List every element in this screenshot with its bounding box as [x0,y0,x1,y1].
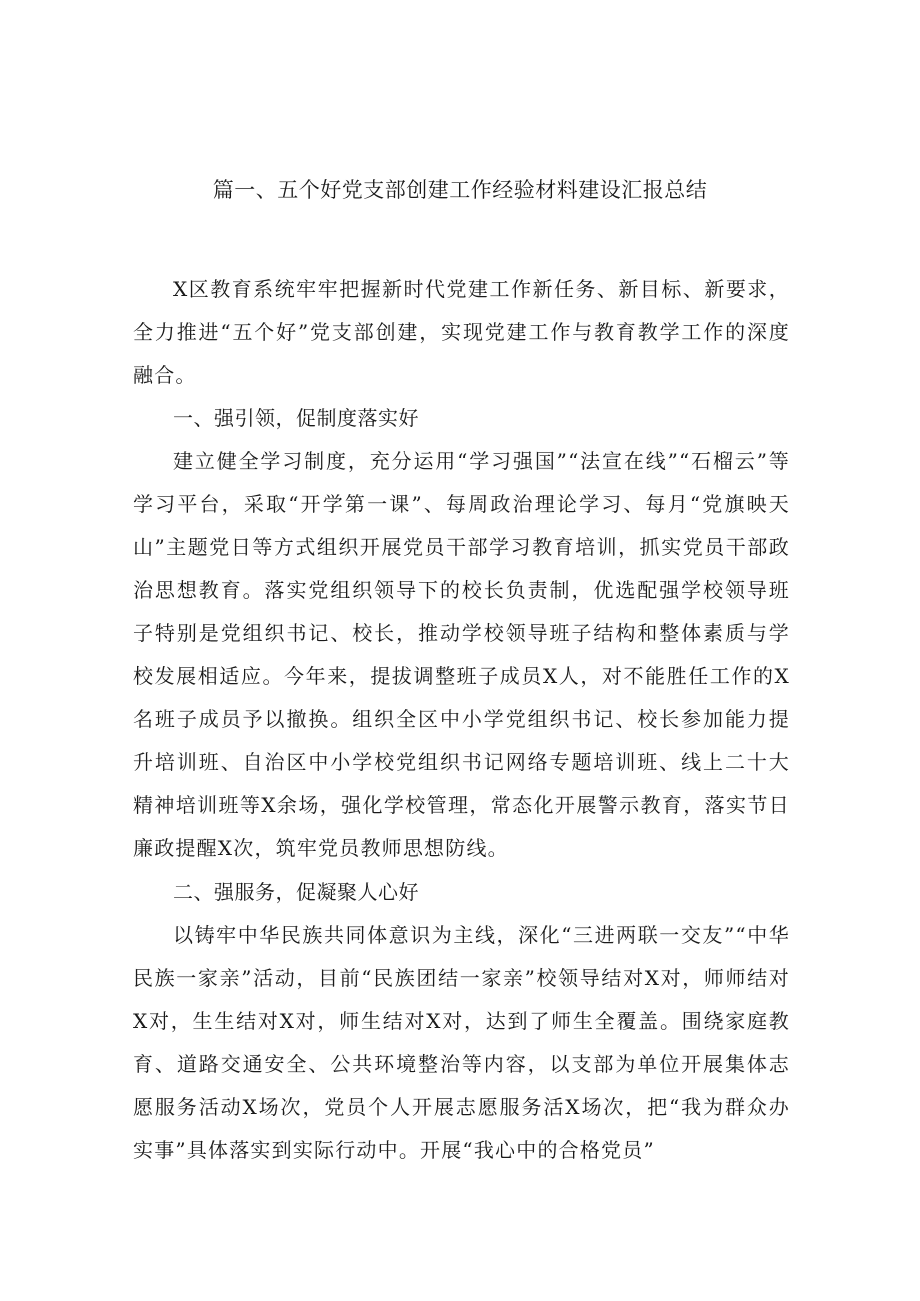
document-title: 篇一、五个好党支部创建工作经验材料建设汇报总结 [212,178,708,202]
section-heading-2: 二、强服务，促凝聚人心好 [173,880,419,904]
section-paragraph-2: 以铸牢中华民族共同体意识为主线，深化“三进两联一交友”“中华民族一家亲”活动，目前“民族团结一家亲”校领导结对X对，师师结对X对，生生结对X对，师生结对X对，达到了师生全覆盖。围绕家庭教育、道路交通安全、公共环境整治等内容，以支部为单位开展集体志愿服务活动X场次，党员个人开展志愿服务活X场次，把“我为群众办实事”具体落实到实际行动中。开展“我心中的合格党员” [133,923,790,1162]
section-heading-1: 一、强引领，促制度落实好 [173,406,419,430]
intro-paragraph: X区教育系统牢牢把握新时代党建工作新任务、新目标、新要求，全力推进“五个好”党支部创建，实现党建工作与教育教学工作的深度融合。 [133,277,790,387]
section-paragraph-1: 建立健全学习制度，充分运用“学习强国”“法宣在线”“石榴云”等学习平台，采取“开学第一课”、每周政治理论学习、每月“党旗映天山”主题党日等方式组织开展党员干部学习教育培训，抓实党员干部政治思想教育。落实党组织领导下的校长负责制，优选配强学校领导班子特别是党组织书记、校长，推动学校领导班子结构和整体素质与学校发展相适应。今年来，提拔调整班子成员X人，对不能胜任工作的X名班子成员予以撤换。组织全区中小学党组织书记、校长参加能力提升培训班、自治区中小学校党组织书记网络专题培训班、线上二十大精神培训班等X余场，强化学校管理，常态化开展警示教育，落实节日廉政提醒X次，筑牢党员教师思想防线。 [133,449,790,860]
